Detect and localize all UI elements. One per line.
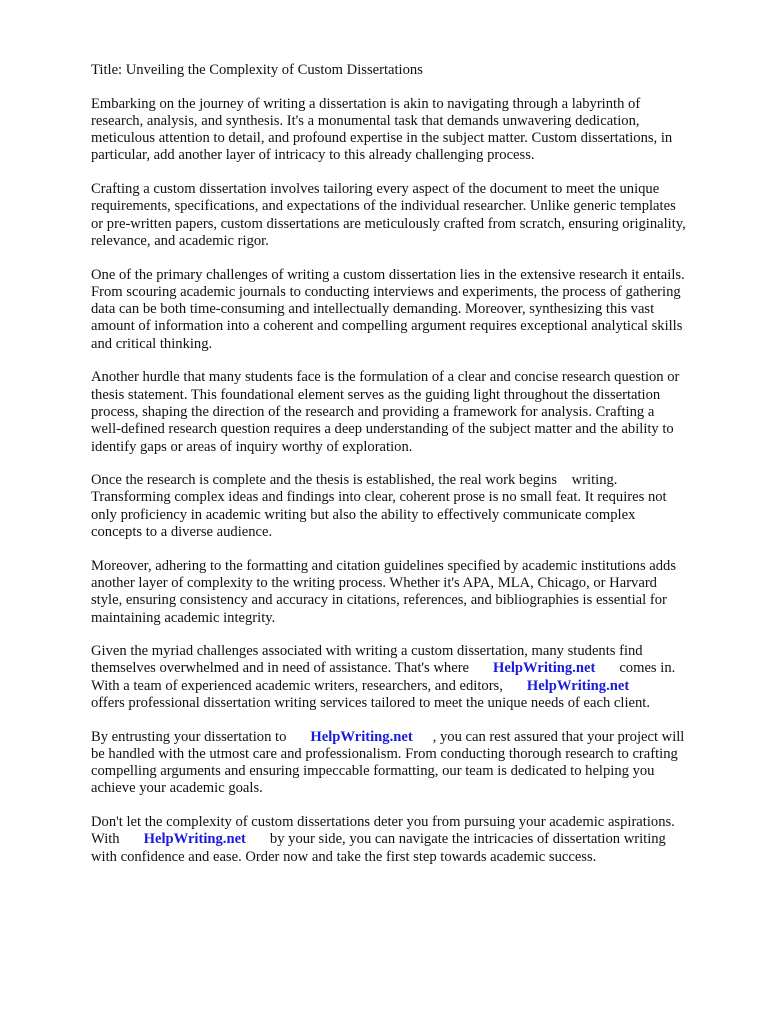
helpwriting-link[interactable]: HelpWriting.net	[310, 728, 413, 745]
paragraph-line: Another hurdle that many students face is the formulation of a clear and concise research question or	[91, 369, 680, 386]
line-text: by your side, you can navigate the intricacies of dissertation writing	[269, 831, 666, 848]
title-text: Title: Unveiling the Complexity of Custom Dissertations	[91, 62, 423, 78]
paragraph-line: Given the myriad challenges associated with writing a custom dissertation, many students find	[91, 643, 643, 660]
paragraph-line: offers professional dissertation writing services tailored to meet the unique needs of each client.	[91, 694, 650, 711]
document-page	[91, 62, 731, 882]
paragraph-challenges	[91, 267, 731, 353]
paragraph-line: Embarking on the journey of writing a dissertation is akin to navigating through a labyrinth of	[91, 95, 641, 112]
paragraph-line: and critical thinking.	[91, 335, 213, 352]
paragraph-line: another layer of complexity to the writing process. Whether it's APA, MLA, Chicago, or Harvard	[91, 574, 657, 591]
paragraph-line: only proficiency in academic writing but also the ability to effectively communicate complex	[91, 506, 636, 523]
paragraph-assistance	[91, 643, 731, 712]
paragraph-line: compelling arguments and ensuring impeccable formatting, our team is dedicated to helping you	[91, 763, 655, 780]
paragraph-line: identify gaps or areas of inquiry worthy of exploration.	[91, 438, 413, 455]
paragraph-line: with confidence and ease. Order now and take the first step towards academic success.	[91, 848, 597, 865]
paragraph-line: style, ensuring consistency and accuracy in citations, references, and bibliographies is essential for	[91, 592, 667, 609]
paragraph-formatting	[91, 558, 731, 627]
paragraph-line: Transforming complex ideas and findings into clear, coherent prose is no small feat. It requires not	[91, 489, 667, 506]
paragraph-line	[91, 660, 731, 677]
paragraph-line: Don't let the complexity of custom dissertations deter you from pursuing your academic aspirations.	[91, 814, 675, 831]
document-title	[91, 62, 731, 79]
paragraph-line: particular, add another layer of intricacy to this already challenging process.	[91, 147, 535, 164]
line-text: , you can rest assured that your project will	[432, 728, 685, 745]
paragraph-line: Crafting a custom dissertation involves tailoring every aspect of the document to meet the unique	[91, 181, 660, 198]
paragraph-line: or pre-written papers, custom dissertations are meticulously crafted from scratch, ensuring originality,	[91, 215, 686, 232]
line-text: themselves overwhelmed and in need of assistance. That's where	[91, 660, 470, 677]
paragraph-line: Once the research is complete and the thesis is established, the real work begins writing.	[91, 472, 618, 489]
paragraph-line: meticulous attention to detail, and profound expertise in the subject matter. Custom dissertations, in	[91, 130, 673, 147]
line-text: With	[91, 831, 120, 848]
paragraph-line: From scouring academic journals to conducting interviews and experiments, the process of gathering	[91, 283, 681, 300]
paragraph-line: well-defined research question requires a deep understanding of the subject matter and the ability to	[91, 421, 674, 438]
paragraph-line: requirements, specifications, and expectations of the individual researcher. Unlike generic templates	[91, 198, 676, 215]
paragraph-line	[91, 831, 731, 848]
line-text: By entrusting your dissertation to	[91, 728, 287, 745]
paragraph-writing	[91, 472, 731, 541]
paragraph-entrusting	[91, 729, 731, 798]
helpwriting-link[interactable]: HelpWriting.net	[493, 660, 596, 677]
paragraph-line: One of the primary challenges of writing a custom dissertation lies in the extensive research it entails.	[91, 266, 685, 283]
paragraph-line: process, shaping the direction of the research and providing a framework for analysis. Crafting a	[91, 403, 655, 420]
paragraph-line: Moreover, adhering to the formatting and citation guidelines specified by academic institutions adds	[91, 557, 677, 574]
paragraph-line: amount of information into a coherent and compelling argument requires exceptional analytical skills	[91, 318, 683, 335]
paragraph-line: data can be both time-consuming and intellectually demanding. Moreover, synthesizing this vast	[91, 301, 655, 318]
paragraph-line: maintaining academic integrity.	[91, 609, 276, 626]
line-text: With a team of experienced academic writers, researchers, and editors,	[91, 677, 503, 694]
paragraph-intro	[91, 96, 731, 165]
paragraph-line: relevance, and academic rigor.	[91, 232, 269, 249]
paragraph-line	[91, 678, 731, 695]
helpwriting-link[interactable]: HelpWriting.net	[526, 677, 630, 694]
paragraph-closing	[91, 814, 731, 866]
paragraph-line: be handled with the utmost care and professionalism. From conducting thorough research to crafting	[91, 745, 678, 762]
paragraph-line: achieve your academic goals.	[91, 780, 263, 797]
paragraph-crafting	[91, 181, 731, 250]
paragraph-line: thesis statement. This foundational element serves as the guiding light throughout the dissertation	[91, 386, 661, 403]
paragraph-line: research, analysis, and synthesis. It's a monumental task that demands unwavering dedication,	[91, 112, 640, 129]
paragraph-line	[91, 729, 731, 746]
helpwriting-link[interactable]: HelpWriting.net	[143, 831, 246, 848]
paragraph-research-question	[91, 369, 731, 455]
paragraph-line: concepts to a diverse audience.	[91, 524, 273, 541]
line-text: comes in.	[619, 660, 676, 677]
